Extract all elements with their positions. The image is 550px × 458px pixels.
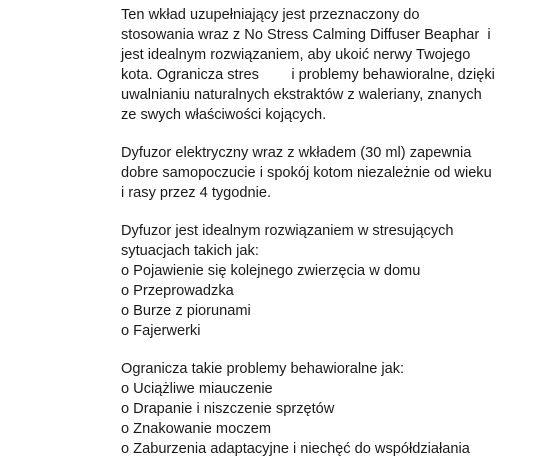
situations-list-item: o Przeprowadzka (121, 283, 234, 299)
paragraph-2-line-2: dobre samopoczucie i spokój kotom niezależnie od wieku (121, 165, 492, 181)
situations-list-item: o Pojawienie się kolejnego zwierzęcia w domu (121, 263, 421, 279)
problems-list-item: o Zaburzenia adaptacyjne i niechęć do współdziałania (121, 441, 470, 457)
paragraph-2-line-1: Dyfuzor elektryczny wraz z wkładem (30 ml) zapewnia (121, 145, 472, 161)
problems-list-item: o Drapanie i niszczenie sprzętów (121, 401, 335, 417)
problems-list-item: o Uciążliwe miauczenie (121, 381, 273, 397)
paragraph-1-line-3: jest idealnym rozwiązaniem, aby ukoić nerwy Twojego (121, 47, 471, 63)
paragraph-1-line-4: kota. Ogranicza stres i problemy behawioralne, dzięki (121, 67, 495, 83)
paragraph-1-line-1: Ten wkład uzupełniający jest przeznaczony do (121, 7, 420, 23)
situations-intro-line-2: sytuacjach takich jak: (121, 243, 259, 259)
situations-intro-line-1: Dyfuzor jest idealnym rozwiązaniem w stresujących (121, 223, 454, 239)
situations-list-item: o Fajerwerki (121, 323, 201, 339)
problems-list-item: o Znakowanie moczem (121, 421, 272, 437)
paragraph-1-line-2: stosowania wraz z No Stress Calming Diffuser Beaphar i (121, 27, 491, 43)
paragraph-2-line-3: i rasy przez 4 tygodnie. (121, 185, 272, 201)
problems-intro: Ogranicza takie problemy behawioralne jak: (121, 361, 405, 377)
situations-list-item: o Burze z piorunami (121, 303, 251, 319)
paragraph-1-line-6: ze swych właściwości kojących. (121, 107, 327, 123)
paragraph-1-line-5: uwalnianiu naturalnych ekstraktów z waleriany, znanych (121, 87, 482, 103)
